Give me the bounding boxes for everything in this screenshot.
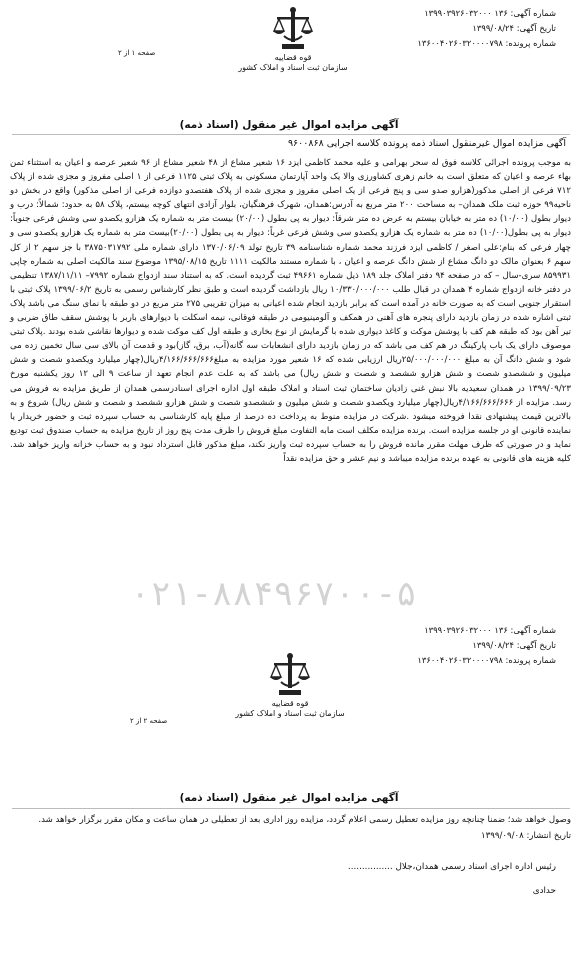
publish-date: تاریخ انتشار: ۱۳۹۹/۰۹/۰۸ <box>481 831 571 841</box>
page-number: صفحه ۱ از ۲ <box>118 49 156 57</box>
judiciary-emblem <box>215 652 365 718</box>
emblem-caption-registry: سازمان ثبت اسناد و املاک کشور <box>238 63 348 72</box>
signature-name: حدادی <box>532 886 556 896</box>
signature-line: رئیس اداره اجرای اسناد رسمی همدان،جلال ................ <box>347 862 556 872</box>
notice-header <box>391 6 556 51</box>
emblem-caption-judiciary: قوه قضاییه <box>271 699 309 708</box>
emblem-caption-registry: سازمان ثبت اسناد و املاک کشور <box>235 709 345 718</box>
watermark-phone: ۰۲۱-۸۸۴۹۶۷۰۰-۵ <box>130 574 417 614</box>
divider <box>12 134 570 135</box>
notice-title: آگهی مزایده اموال غیر منقول (اسناد ذمه) <box>179 792 399 804</box>
notice-body <box>10 812 571 844</box>
divider <box>12 808 570 809</box>
notice-title: آگهی مزایده اموال غیر منقول (اسناد ذمه) <box>179 119 399 131</box>
scales-emblem-icon <box>267 652 313 698</box>
notice-date: تاریخ آگهی: ۱۳۹۹/۰۸/۲۴ <box>472 23 556 33</box>
judiciary-emblem <box>218 6 368 72</box>
notice-header <box>391 623 556 668</box>
case-number: شماره پرونده: ۱۳۶۰۰۴۰۲۶۰۳۲۰۰۰۰۷۹۸ <box>417 38 556 48</box>
notice-number: شماره آگهی: ۱۳۶ ۱۳۹۹۰۳۹۲۶۰۳۲۰۰۰ <box>424 8 556 18</box>
notice-number: شماره آگهی: ۱۳۶ ۱۳۹۹۰۳۹۲۶۰۳۲۰۰۰ <box>424 625 556 635</box>
page-number: صفحه ۲ از ۲ <box>130 717 168 725</box>
case-number: شماره پرونده: ۱۳۶۰۰۴۰۲۶۰۳۲۰۰۰۰۷۹۸ <box>417 655 556 665</box>
scales-emblem-icon <box>270 6 316 52</box>
notice-subtitle: آگهی مزایده اموال غیرمنقول اسناد ذمه پرونده کلاسه اجرایی ۹۶۰۰۸۶۸ <box>287 138 566 149</box>
notice-body-text: وصول خواهد شد؛ ضمنا چنانچه روز مزایده تعطیل رسمی اعلام گردد، مزایده روز اداری بعد از تعطیلی در همان ساعت و مکان مقرر برگزار خواهد شد. <box>38 815 571 825</box>
emblem-caption-judiciary: قوه قضاییه <box>274 53 312 62</box>
notice-date: تاریخ آگهی: ۱۳۹۹/۰۸/۲۴ <box>472 640 556 650</box>
notice-body: به موجب پرونده اجرائی کلاسه فوق له سحر بهرامی و علیه محمد کاظمی ایزد ۱۶ شعیر مشاع از ۴۸ شعیر مشاع از ۹۶ شعیر عرصه و اعیان به استثناء ثمن بهاء عرصه و اعیان که متعلق است به خانم زهری کشاورزی والا یک واحد آپارتمان مسکونی به پلاک ثبتی ۱۱۲۵ فرعی از ۱ اصلی مفروز و مجزی شده از پلاک ۷۱۲ فرعی از اصلی مذکور(هزارو صدو سی و پنج فرعی از یک اصلی مفروز و مجزی شده از پلاک هفتصدو دوازده فرعی از اصلی مذکور) واقع در بخش دو ناحیه۹۹ حوزه ثبت ملک همدان– به مساحت ۲۰۰ متر مربع به آدرس:همدان، شهرک فرهنگیان، بلوار آزادی انتهای کوچه بیستم، پلاک ۵۸ به حدود: شمالاً: درب و دیوار بطول (۱۰/۰۰) ده متر به خیابان بیستم به عرض ده متر شرقاً: دیوار به پی بطول (۲۰/۰۰) بیست متر به شماره یک هزارو یکصدو سی وشش فرعی جنوباً: دیوار به پی بطول(۱۰/۰۰) ده متر به شماره یک هزارو یکصدو سی وشش فرعی غرباً: دیوار به پی بطول (۲۰/۰۰)بیست متر به شماره یک هزارو یکصدو سی و چهار فرعی که بنام:علی اصغر / کاظمی ایزد فرزند محمد شماره شناسنامه ۳۹ تاریخ تولد ۱۳۷۰/۰۶/۰۹ دارای شماره ملی ۳۸۷۵۰۳۱۷۹۲ با جز سهم ۲ از کل سهم ۶ بعنوان مالک دو دانگ مشاع از شش دانگ عرصه و اعیان ، با شماره مستند مالکیت ۱۱۱۱ تاریخ ۱۳۹۵/۰۸/۱۵ موضوع سند مالکیت اصلی به شماره چاپی ۸۵۹۹۳۱ سری-سال – که در صفحه ۹۴ دفتر املاک جلد ۱۸۹ ذیل شماره ۴۹۶۶۱ ثبت گردیده است. که به استناد سند ازدواج شماره ۷۹۹۲– ۱۳۸۷/۱۱/۱۱ تنظیمی در دفتر خانه ازدواج شماره ۴ همدان در قبال طلب ۱۰/۳۳۰/۰۰۰/۰۰۰ ریال بازداشت گردیده است و طبق نظر کارشناس رسمی به تاریخ ۱۳۹۹/۰۶/۲ پلاک ثبتی با استقرار جنوبی است که به صورت خانه در آمده است که برابر بازدید انجام شده اعیانی به میزان تقریبی ۲۷۵ متر مربع در دو طبقه با نمای سنگ می باشد پلاک ثبتی اشاره شده در زمان بازدید دارای پنجره های آهنی در همکف و آلومینیومی در طبقه فوقانی، نیمه اسکلت با دیوارهای باربر با پوشش سقف طاق ضربی و تیر آهن بود که طبقه هم کف با پوشش موکت و کاغذ دیواری شده با گرمایش از نوع بخاری و طبقه اول کف موکت شده و دیوارها نقاشی شده بودند .پلاک ثبتی موصوف دارای یک باب پارکینگ در هم کف می باشد که در زمان بازدید دارای انشعابات سه گانه(آب، برق، گاز)بود و قدمت آن بالای سی سال تخمین زده می شود و شش دانگ آن به مبلغ ۲۵/۰۰۰/۰۰۰/۰۰۰ریال ارزیابی شده که ۱۶ شعیر مورد مزایده به مبلغ۴/۱۶۶/۶۶۶/۶۶۶ریال(چهار میلیارد ویکصدو شصت و شش میلیون و ششصدو شصت و شش هزارو ششصد و شصت و شش ریال) می باشد که به علت عدم انجام تعهد از ساعت ۹ الی ۱۲ روز یکشنبه مورخ ۱۳۹۹/۰۹/۲۳ در همدان سعیدیه بالا نبش غنی زادیان ساختمان ثبت اسناد و املاک طبقه اول اداره اجرای اسنادرسمی همدان از طریق مزایده به فروش می رسد. مزایده از ۴/۱۶۶/۶۶۶/۶۶۶ریال(چهار میلیارد ویکصدو شصت و شش میلیون و ششصدو شصت و شش هزارو ششصد و شصت و شش ریال) شروع و به بالاترین قیمت پیشنهادی نقدا فروخته میشود .شرکت در مزایده منوط به پرداخت ده درصد از مبلغ پایه کارشناسی به حساب سپرده ثبت و حضور خریدار یا نماینده قانونی او در جلسه مزایده است. برنده مزایده مکلف است مابه التفاوت مبلغ فروش را ظرف مدت پنج روز از تاریخ مزایده به حساب صندوق ثبت تودیع نماید و در صورتی که ظرف مهلت مقرر مانده فروش را به حساب سپرده ثبت واریز نکند، مبلغ مذکور قابل استرداد نبود و به حساب خزانه واریز خواهد شد. کلیه هزینه های قانونی به عهده برنده مزایده میباشد و نیم عشر و حق مزایده نقداً <box>10 158 571 464</box>
